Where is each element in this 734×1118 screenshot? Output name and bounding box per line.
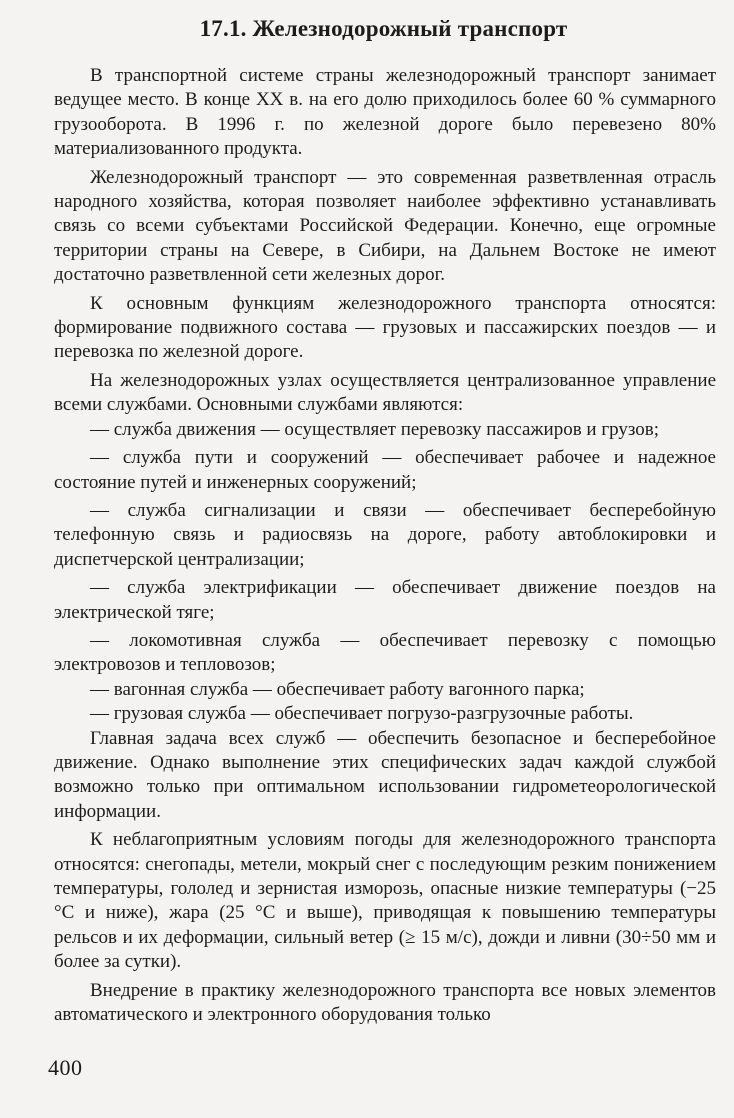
list-item-locomotive-service: — локомотивная служба — обеспечивает перевозку с помощью электровозов и тепловозов; <box>54 629 716 676</box>
paragraph-automation: Внедрение в практику железнодорожного транспорта все новых элементов автоматического и электронного оборудования только <box>54 979 716 1026</box>
list-item-traffic-service: — служба движения — осуществляет перевозку пассажиров и грузов; <box>90 418 660 440</box>
paragraph-main-task: Главная задача всех служб — обеспечить безопасное и бесперебойное движение. Однако выполнение этих специфических задач каждой службой возможно только при оптимальном использовании гидрометеорологической информации. <box>54 727 716 822</box>
paragraph-adverse-weather: К неблагоприятным условиям погоды для железнодорожного транспорта относятся: снегопады, метели, мокрый снег с последующим резким понижением температуры, гололед и зернистая изморозь, опасные низкие температуры (−25 °С и ниже), жара (25 °С и выше), приводящая к повышению температуры рельсов и их деформации, сильный ветер (≥ 15 м/с), дожди и ливни (30÷50 мм и более за сутки). <box>54 829 716 973</box>
list-item-track-service: — служба пути и сооружений — обеспечивает рабочее и надежное состояние путей и инженерных сооружений; <box>54 447 716 493</box>
section-title: 17.1. Железнодорожный транспорт <box>199 16 568 41</box>
paragraph-railway-definition: Железнодорожный транспорт — это современная разветвленная отрасль народного хозяйства, которая позволяет наиболее эффективно устанавливать связь со всеми субъектами Российской Федерации. Конечно, еще огромные территории страны на Севере, в Сибири, на Дальнем Востоке не имеют достаточно разветвленной сети железных дорог. <box>54 166 716 286</box>
paragraph-centralized-control: На железнодорожных узлах осуществляется централизованное управление всеми службами. Основными службами являются: <box>54 369 716 416</box>
document-body <box>54 64 716 1027</box>
paragraph-intro: В транспортной системе страны железнодорожный транспорт занимает ведущее место. В конце XX в. на его долю приходилось более 60 % суммарного грузооборота. В 1996 г. по железной дороге было перевезено 80% материализованного продукта. <box>54 65 716 160</box>
list-item-wagon-service: — вагонная служба — обеспечивает работу вагонного парка; <box>90 678 585 700</box>
list-item-cargo-service: — грузовая служба — обеспечивает погрузо-разгрузочные работы. <box>90 703 634 725</box>
paragraph-main-functions: К основным функциям железнодорожного транспорта относятся: формирование подвижного состава — грузовых и пассажирских поездов — и перевозка по железной дороге. <box>54 292 716 363</box>
list-item-signal-service: — служба сигнализации и связи — обеспечивает бесперебойную телефонную связь и радиосвязь на дороге, работу автоблокировки и диспетчерской централизации; <box>54 499 716 570</box>
list-item-electrification-service: — служба электрификации — обеспечивает движение поездов на электрической тяге; <box>54 577 716 623</box>
page-number: 400 <box>48 1055 83 1080</box>
